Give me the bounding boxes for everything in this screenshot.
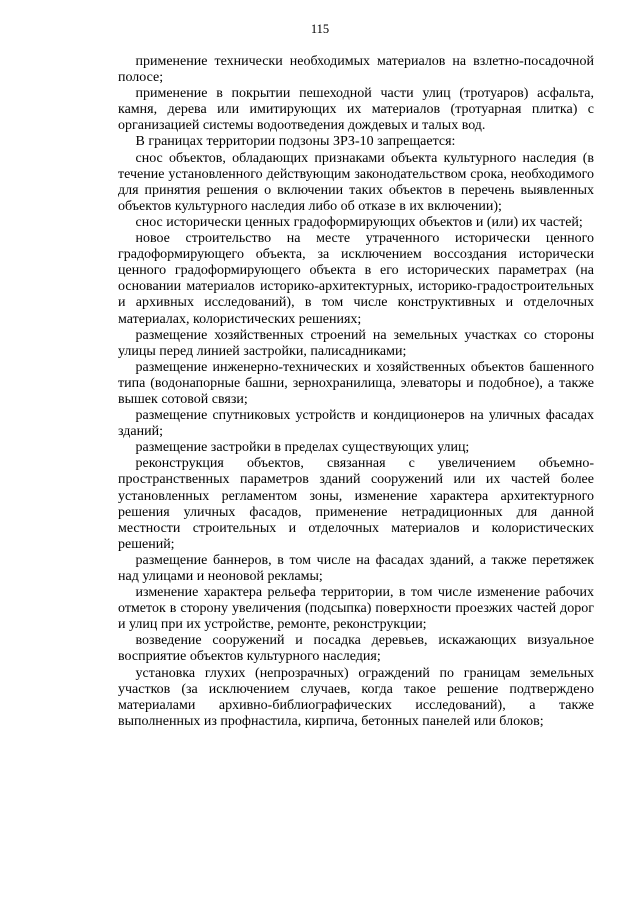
paragraph: снос исторически ценных градоформирующих объектов и (или) их частей;: [135, 214, 583, 230]
paragraph: новое строительство на месте утраченного исторически ценного градоформирующего объекта, за исключением воссоздания исторически ценного градоформирующего объекта в его исторических параметрах (на основании материалов историко-архитектурных, историко-градостроительных и архивных исследований), в том числе конструктивных и отделочных материалах, колористических решениях;: [118, 231, 594, 327]
paragraph: снос объектов, обладающих признаками объекта культурного наследия (в течение установленного действующим законодательством срока, необходимого для принятия решения о включении таких объектов в перечень выявленных объектов культурного наследия либо об отказе в их включении);: [118, 150, 594, 214]
paragraph: размещение застройки в пределах существующих улиц;: [135, 440, 470, 456]
paragraph: размещение спутниковых устройств и кондиционеров на уличных фасадах зданий;: [118, 408, 594, 440]
paragraph: размещение хозяйственных строений на земельных участках со стороны улицы перед линией застройки, палисадниками;: [118, 327, 594, 359]
paragraph: реконструкция объектов, связанная с увеличением объемно-пространственных параметров зданий сооружений или их частей более установленных регламентом зоны, изменение характера архитектурного решения уличных фасадов, применение нетрадиционных для данной местности строительных и отделочных материалов и колористических решений;: [118, 456, 594, 552]
paragraph: размещение инженерно-технических и хозяйственных объектов башенного типа (водонапорные башни, зернохранилища, элеваторы и подобное), а также вышек сотовой связи;: [118, 359, 594, 407]
paragraph: применение в покрытии пешеходной части улиц (тротуаров) асфальта, камня, дерева или имитирующих их материалов (тротуарная плитка) с организацией системы водоотведения дождевых и талых вод.: [118, 86, 594, 134]
paragraph: В границах территории подзоны ЗРЗ-10 запрещается:: [135, 134, 456, 150]
paragraph: возведение сооружений и посадка деревьев, искажающих визуальное восприятие объектов культурного наследия;: [118, 633, 594, 665]
paragraph: установка глухих (непрозрачных) ограждений по границам земельных участков (за исключением случаев, когда такое решение подтверждено материалами архивно-библиографических исследований), а также выполненных из профнастила, кирпича, бетонных панелей или блоков;: [118, 665, 594, 729]
paragraph: применение технически необходимых материалов на взлетно-посадочной полосе;: [118, 54, 594, 86]
body-text: [118, 54, 594, 730]
page-number: 115: [310, 22, 330, 36]
paragraph: изменение характера рельефа территории, в том числе изменение рабочих отметок в сторону увеличения (подсыпка) поверхности проезжих частей дорог и улиц при их устройстве, ремонте, реконструкции;: [118, 585, 594, 633]
paragraph: размещение баннеров, в том числе на фасадах зданий, а также перетяжек над улицами и неоновой рекламы;: [118, 552, 594, 584]
